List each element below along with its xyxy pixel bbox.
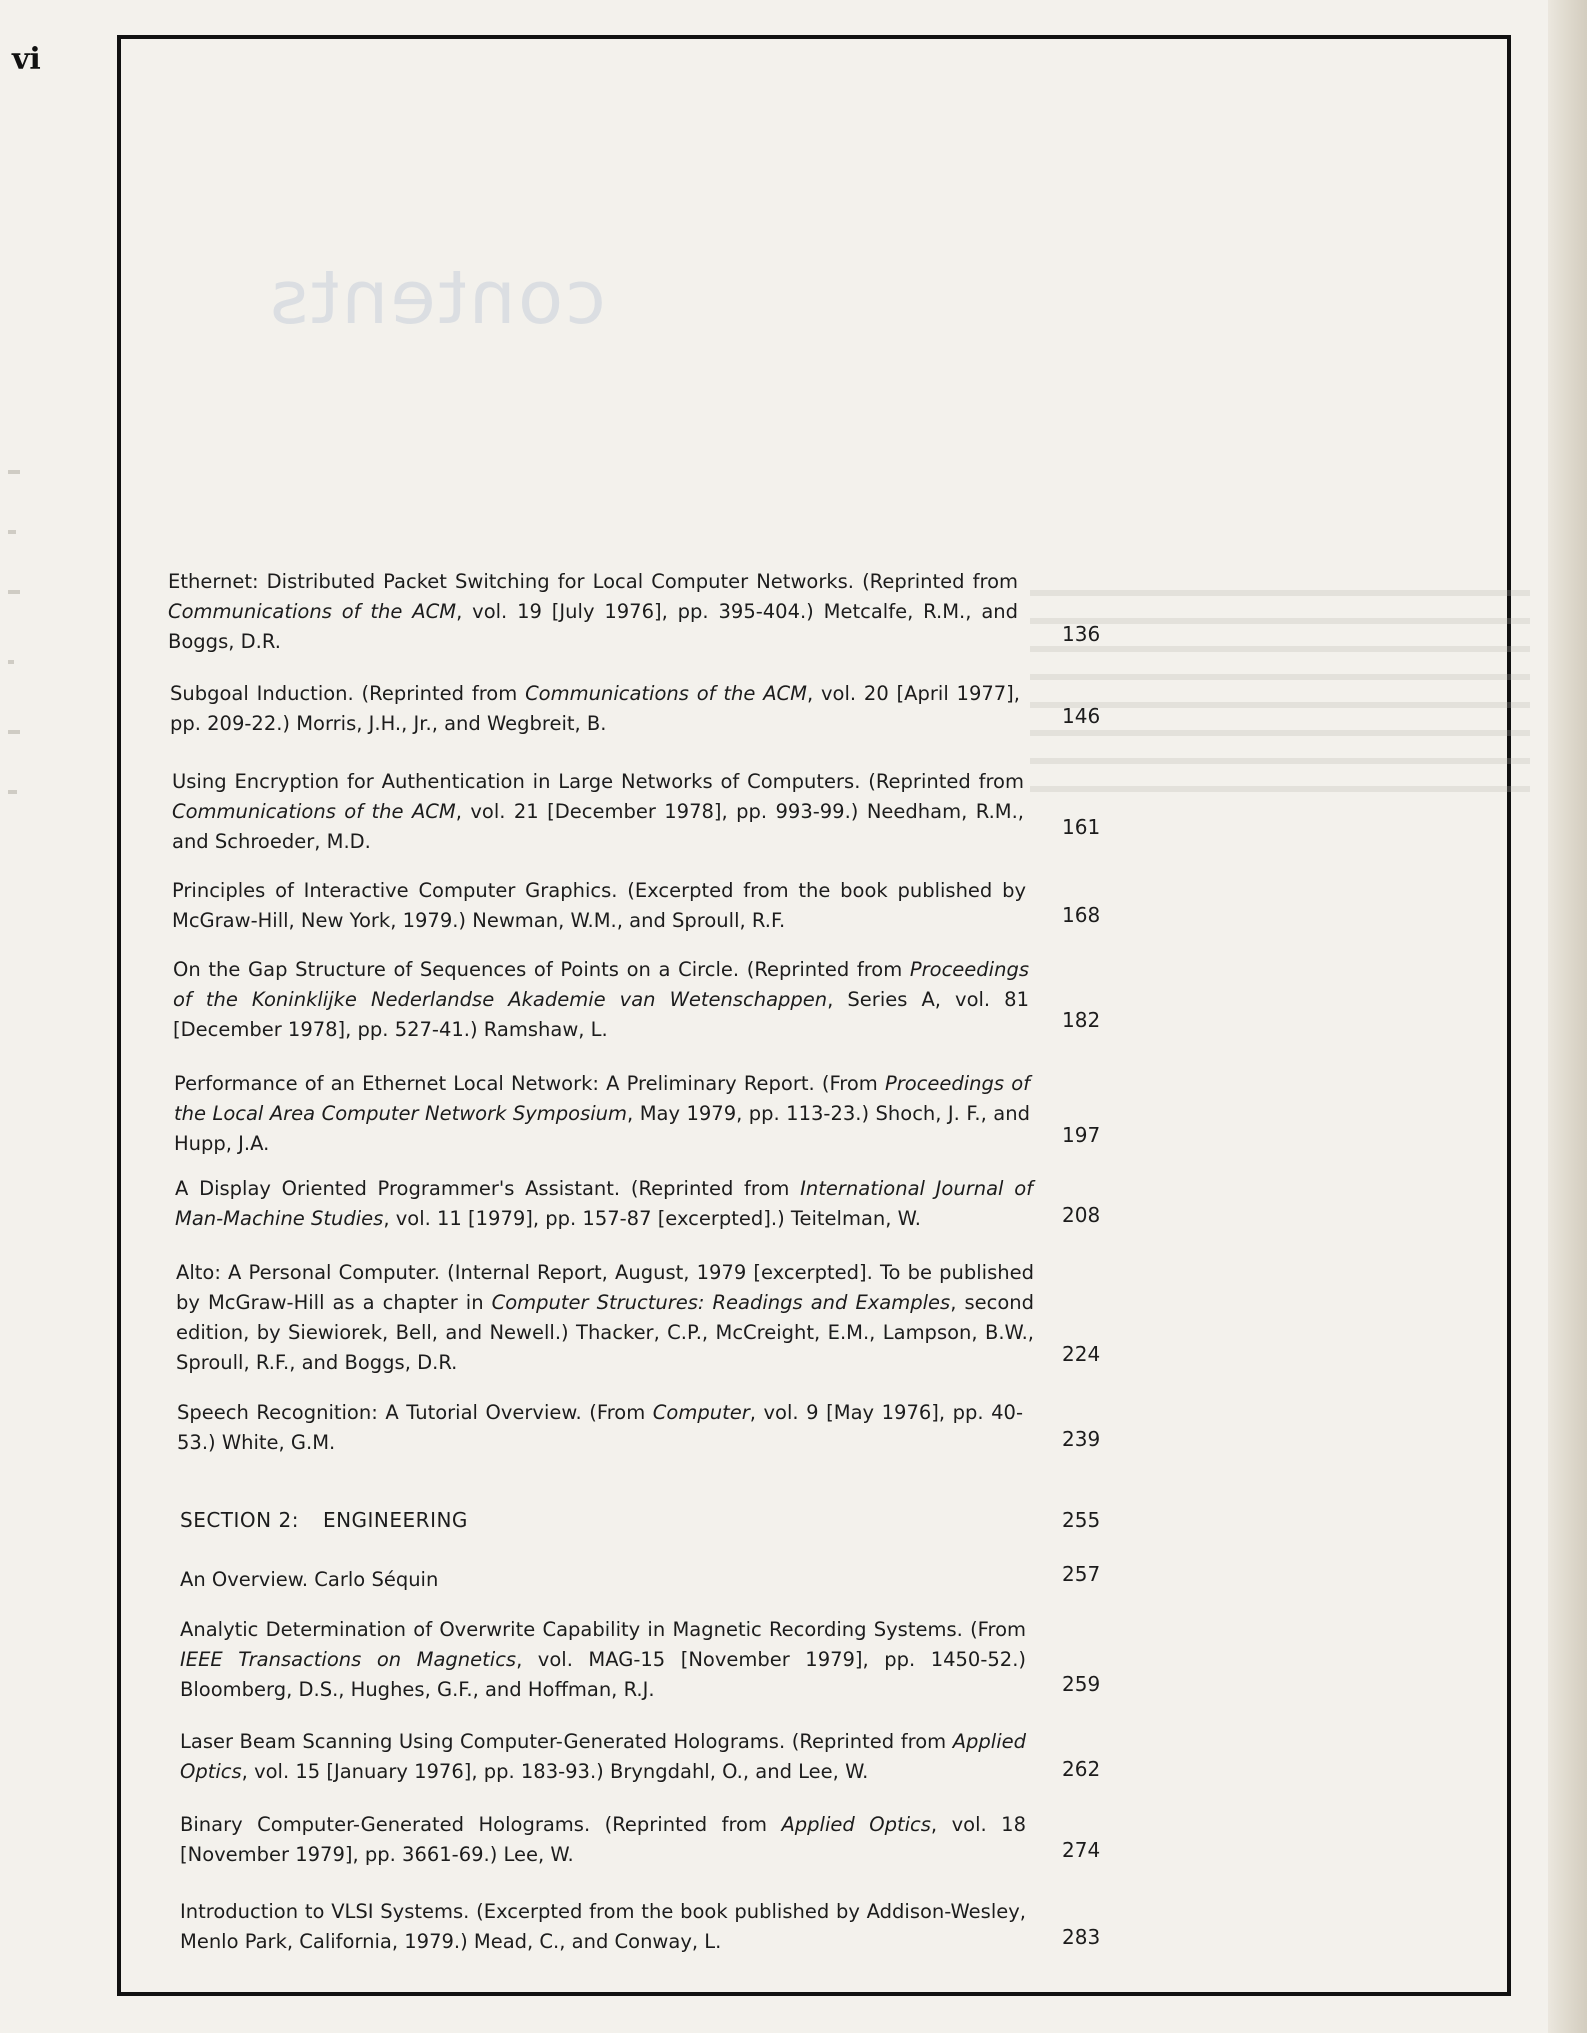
margin-marks	[8, 470, 24, 800]
entry-page: 136	[1062, 622, 1101, 646]
entry-page: 262	[1062, 1757, 1101, 1781]
entry-text: Ethernet: Distributed Packet Switching for Local Computer Networks. (Reprinted from Communications of the ACM, vol. 19 [July 1976], pp. 395-404.) Metcalfe, R.M., and Boggs, D.R.	[168, 570, 1018, 653]
toc-entry[interactable]	[172, 876, 1026, 936]
entry-text: Speech Recognition: A Tutorial Overview. (From Computer, vol. 9 [May 1976], pp. 40-53.) White, G.M.	[177, 1401, 1023, 1454]
entry-page: 224	[1062, 1342, 1101, 1366]
entry-page: 168	[1062, 903, 1101, 927]
entry-text: Binary Computer-Generated Holograms. (Reprinted from Applied Optics, vol. 18 [November 1979], pp. 3661-69.) Lee, W.	[180, 1813, 1026, 1866]
toc-entry[interactable]	[170, 679, 1020, 739]
entry-text: An Overview. Carlo Séquin	[180, 1568, 439, 1591]
section-label: SECTION 2:	[180, 1508, 299, 1532]
toc-entry[interactable]	[174, 1069, 1030, 1159]
show-through-title: contents	[268, 255, 606, 341]
toc-entry[interactable]	[177, 1398, 1023, 1458]
section-heading	[180, 1508, 468, 1532]
entry-text: Using Encryption for Authentication in Large Networks of Computers. (Reprinted from Communications of the ACM, vol. 21 [December 1978], pp. 993-99.) Needham, R.M., and Schroeder, M.D.	[172, 770, 1024, 853]
entry-page: 239	[1062, 1427, 1101, 1451]
entry-page: 283	[1062, 1925, 1101, 1949]
toc-entry[interactable]	[180, 1615, 1026, 1705]
entry-page: 208	[1062, 1203, 1101, 1227]
book-spine-shadow	[1548, 0, 1587, 2033]
toc-entry[interactable]	[180, 1897, 1026, 1957]
toc-entry[interactable]	[180, 1810, 1026, 1870]
entry-text: Analytic Determination of Overwrite Capability in Magnetic Recording Systems. (From IEEE Transactions on Magnetics, vol. MAG-15 [November 1979], pp. 1450-52.) Bloomberg, D.S., Hughes, G.F., and Hoffman, R.J.	[180, 1618, 1026, 1701]
entry-text: A Display Oriented Programmer's Assistant. (Reprinted from International Journal of Man-Machine Studies, vol. 11 [1979], pp. 157-87 [excerpted].) Teitelman, W.	[175, 1177, 1033, 1230]
toc-entry[interactable]	[176, 1258, 1034, 1378]
toc-entry[interactable]	[173, 955, 1029, 1045]
section-title: ENGINEERING	[322, 1508, 468, 1532]
show-through-lines	[1030, 590, 1530, 814]
section-page: 255	[1062, 1508, 1101, 1532]
entry-page: 257	[1062, 1562, 1101, 1586]
entry-page: 274	[1062, 1838, 1101, 1862]
toc-entry[interactable]	[180, 1727, 1026, 1787]
page-number: vi	[12, 42, 41, 77]
entry-text: On the Gap Structure of Sequences of Points on a Circle. (Reprinted from Proceedings of the Koninklijke Nederlandse Akademie van Wetenschappen, Series A, vol. 81 [December 1978], pp. 527-41.) Ramshaw, L.	[173, 958, 1029, 1041]
entry-page: 197	[1062, 1123, 1101, 1147]
toc-entry[interactable]	[172, 767, 1024, 857]
entry-text: Performance of an Ethernet Local Network: A Preliminary Report. (From Proceedings of the Local Area Computer Network Symposium, May 1979, pp. 113-23.) Shoch, J. F., and Hupp, J.A.	[174, 1072, 1030, 1155]
entry-text: Principles of Interactive Computer Graphics. (Excerpted from the book published by McGraw-Hill, New York, 1979.) Newman, W.M., and Sproull, R.F.	[172, 879, 1026, 932]
entry-text: Laser Beam Scanning Using Computer-Generated Holograms. (Reprinted from Applied Optics, vol. 15 [January 1976], pp. 183-93.) Bryngdahl, O., and Lee, W.	[180, 1730, 1026, 1783]
entry-page: 182	[1062, 1008, 1101, 1032]
toc-entry[interactable]	[180, 1565, 1026, 1595]
toc-entry[interactable]	[175, 1174, 1033, 1234]
entry-page: 259	[1062, 1672, 1101, 1696]
entry-page: 161	[1062, 815, 1101, 839]
toc-entry[interactable]	[168, 567, 1018, 657]
entry-page: 146	[1062, 704, 1101, 728]
entry-text: Alto: A Personal Computer. (Internal Report, August, 1979 [excerpted]. To be published by McGraw-Hill as a chapter in Computer Structures: Readings and Examples, second edition, by Siewiorek, Bell, and Newell.) Thacker, C.P., McCreight, E.M., Lampson, B.W., Sproull, R.F., and Boggs, D.R.	[176, 1261, 1034, 1374]
entry-text: Introduction to VLSI Systems. (Excerpted from the book published by Addison-Wesley, Menlo Park, California, 1979.) Mead, C., and Conway, L.	[180, 1900, 1026, 1953]
entry-text: Subgoal Induction. (Reprinted from Communications of the ACM, vol. 20 [April 1977], pp. 209-22.) Morris, J.H., Jr., and Wegbreit, B.	[170, 682, 1020, 735]
